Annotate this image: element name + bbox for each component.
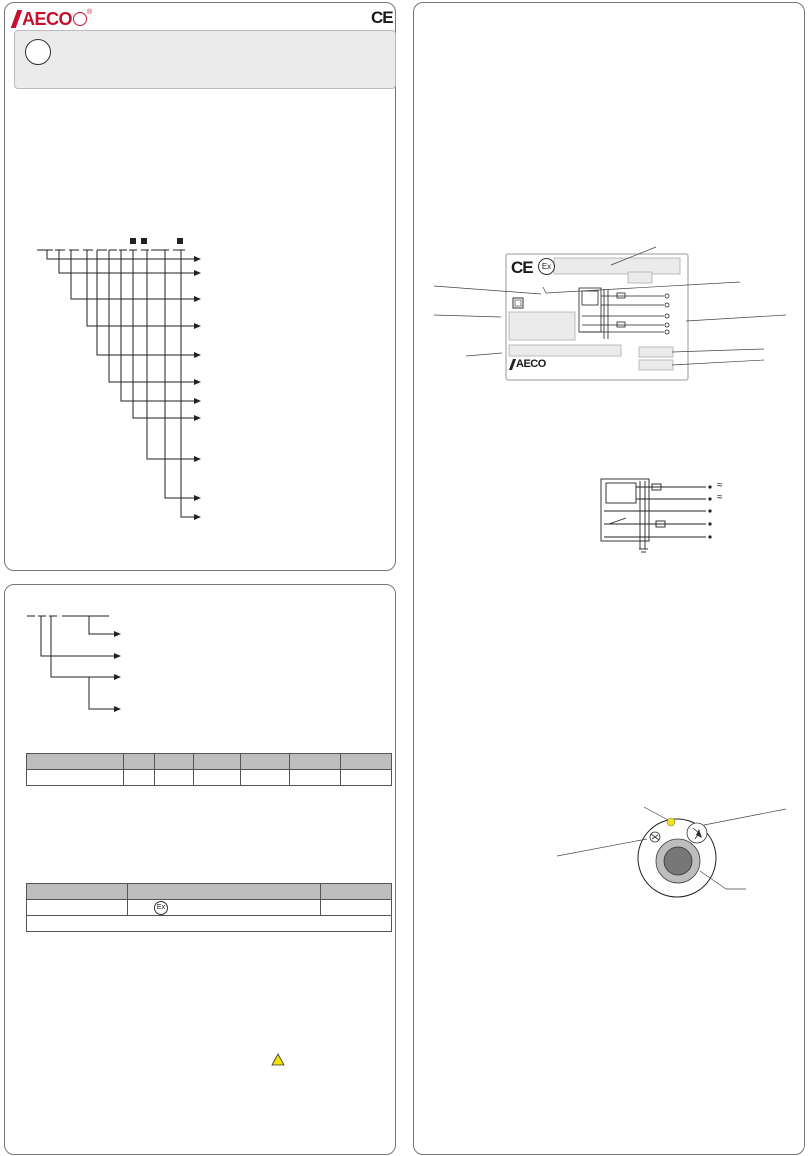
spec1-head-cell: [241, 754, 290, 770]
ac-symbol-2: ≈: [717, 492, 723, 503]
ac-symbol-1: ≈: [717, 480, 723, 491]
spec1-head-cell: [124, 754, 155, 770]
led-indicator: [667, 818, 675, 826]
ordering-code-diagram: [5, 3, 395, 570]
code-marker-1: [130, 238, 136, 244]
spec1-cell: [341, 770, 392, 786]
spec2-head-cell: [128, 884, 321, 900]
spec1-cell: [155, 770, 194, 786]
code-marker-3: [177, 238, 183, 244]
spec1-head-cell: [290, 754, 341, 770]
nameplate-logo-text: AECO: [516, 358, 546, 370]
panel-product-code: [4, 2, 396, 571]
spec-table-2: [26, 883, 392, 932]
nameplate-ce-mark: CE: [511, 258, 533, 277]
spec2-footnote-cell: [27, 916, 392, 932]
spec2-head-cell: [321, 884, 392, 900]
spec2-cell: [321, 900, 392, 916]
spec1-head-cell: [27, 754, 124, 770]
ce-mark: CE: [371, 8, 393, 27]
spec1-cell: [194, 770, 241, 786]
spec1-head-cell: [155, 754, 194, 770]
spec1-head-cell: [194, 754, 241, 770]
logo-text: AECO: [22, 8, 73, 29]
sensor-head-diagram: [414, 3, 804, 1003]
spec2-cell: [27, 900, 128, 916]
spec2-head-cell: [27, 884, 128, 900]
warning-icon: [271, 1053, 285, 1066]
registered-mark: ®: [87, 9, 93, 16]
spec2-cell: [128, 900, 321, 916]
spec1-head-cell: [341, 754, 392, 770]
spec1-cell: [27, 770, 124, 786]
panel-accessories: [4, 584, 396, 1155]
spec1-cell: [124, 770, 155, 786]
spec1-cell: [290, 770, 341, 786]
nameplate-ex-text: Ex: [541, 262, 552, 271]
accessory-code-diagram: [5, 585, 395, 1154]
spec-table-1: [26, 753, 392, 786]
panel-installation: [413, 2, 805, 1155]
code-marker-2: [141, 238, 147, 244]
spec1-cell: [241, 770, 290, 786]
sensing-surface-inner: [664, 847, 692, 875]
ex-icon: Ex: [154, 901, 168, 915]
